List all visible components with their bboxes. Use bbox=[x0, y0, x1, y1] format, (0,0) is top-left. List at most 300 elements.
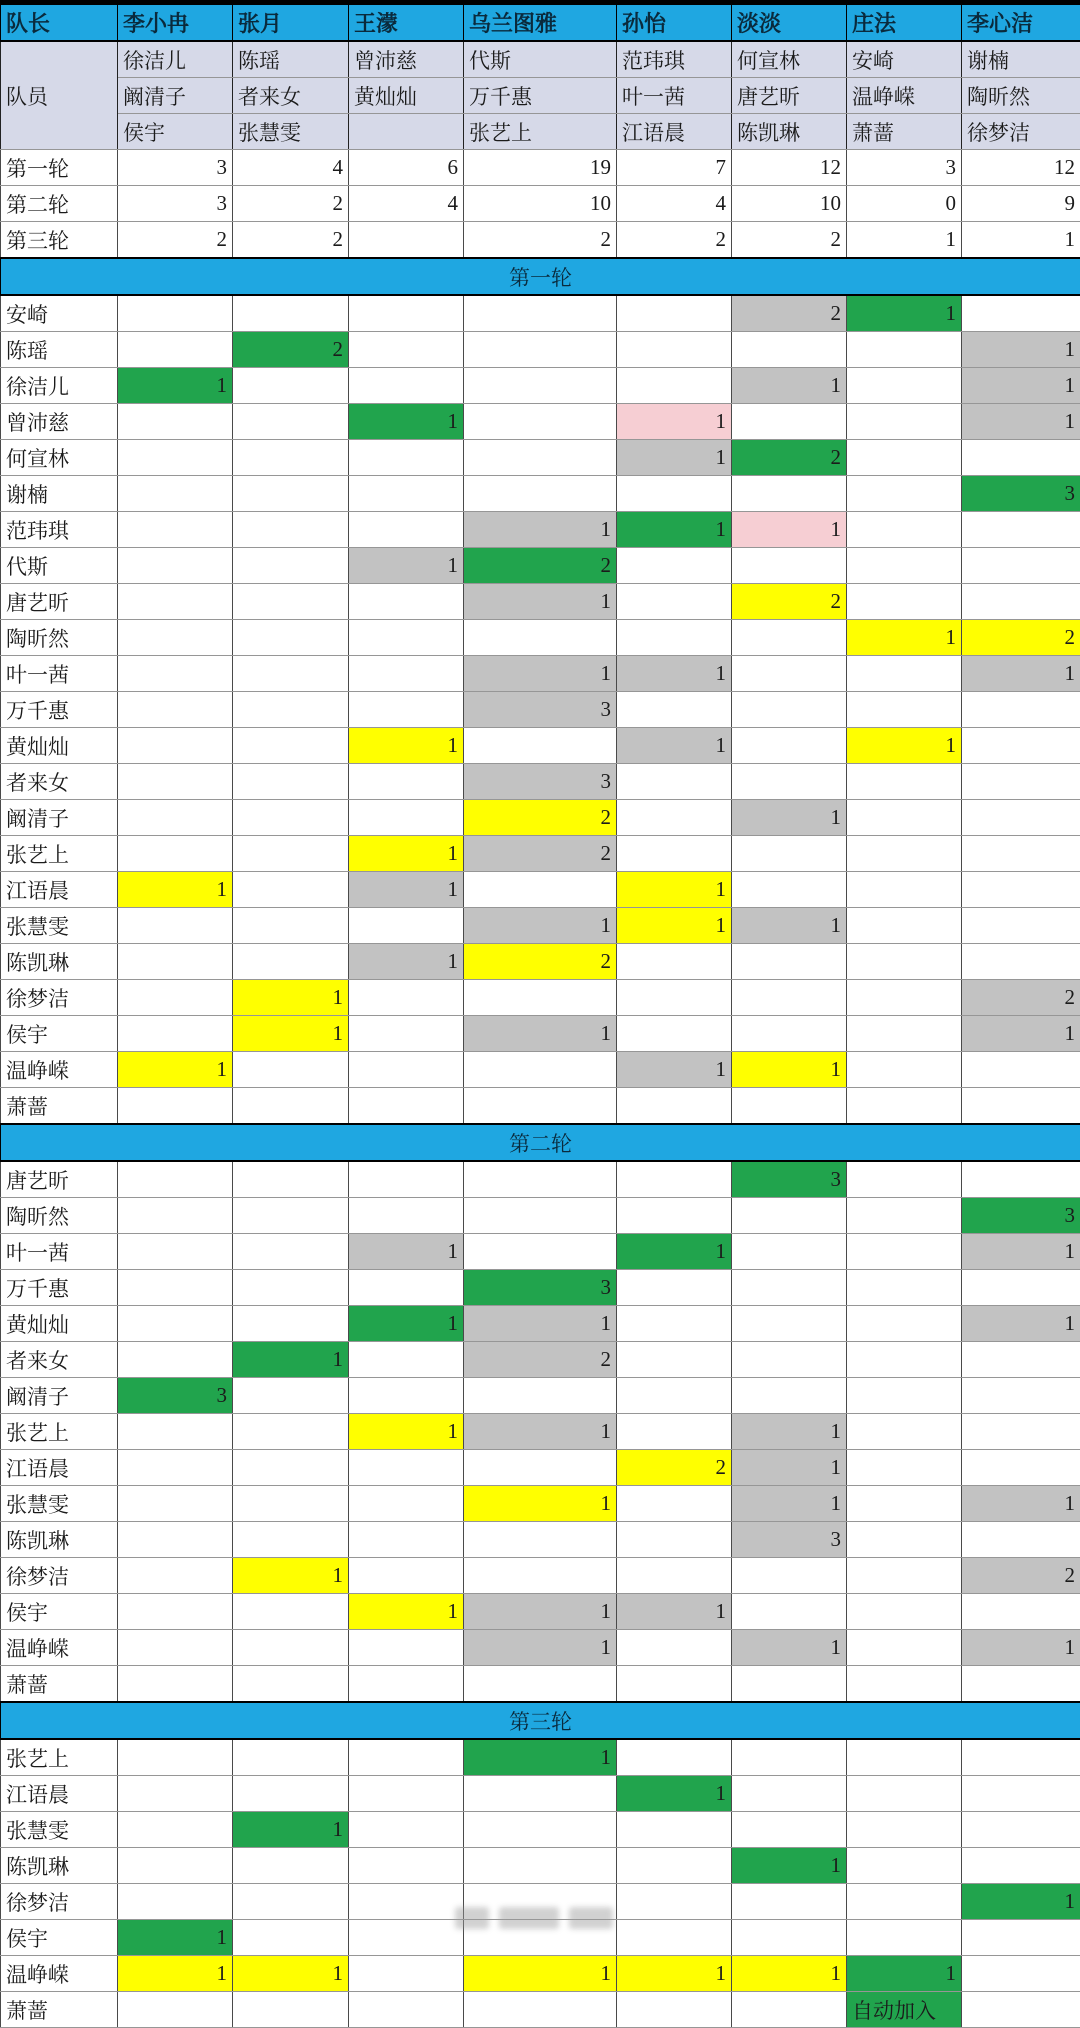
vote-cell-empty bbox=[233, 440, 349, 476]
vote-cell-empty bbox=[962, 728, 1080, 764]
vote-row bbox=[1, 476, 1080, 512]
member-cell: 张慧雯 bbox=[233, 114, 349, 150]
vote-row bbox=[1, 728, 1080, 764]
row-name-cell: 唐艺昕 bbox=[1, 1161, 118, 1198]
vote-row bbox=[1, 332, 1080, 368]
vote-cell-empty bbox=[732, 1198, 847, 1234]
vote-cell-empty bbox=[732, 1558, 847, 1594]
row-name-cell: 叶一茜 bbox=[1, 656, 118, 692]
vote-cell-empty bbox=[118, 1450, 233, 1486]
vote-cell-empty bbox=[732, 980, 847, 1016]
vote-row bbox=[1, 1594, 1080, 1630]
vote-cell-empty bbox=[464, 1522, 617, 1558]
vote-cell-empty bbox=[962, 1956, 1080, 1992]
vote-cell-empty bbox=[118, 548, 233, 584]
vote-cell: 3 bbox=[732, 1522, 847, 1558]
vote-row bbox=[1, 1198, 1080, 1234]
vote-cell-empty bbox=[349, 512, 464, 548]
vote-cell: 1 bbox=[349, 404, 464, 440]
row-name-cell: 叶一茜 bbox=[1, 1234, 118, 1270]
vote-cell-empty bbox=[464, 1920, 617, 1956]
vote-cell-empty bbox=[962, 1920, 1080, 1956]
vote-cell-empty bbox=[118, 1884, 233, 1920]
vote-cell: 1 bbox=[233, 1558, 349, 1594]
vote-cell-empty bbox=[847, 1522, 962, 1558]
vote-cell: 3 bbox=[464, 764, 617, 800]
vote-row bbox=[1, 1306, 1080, 1342]
vote-cell-empty bbox=[118, 656, 233, 692]
vote-cell: 3 bbox=[464, 1270, 617, 1306]
vote-cell-empty bbox=[349, 1378, 464, 1414]
vote-cell-empty bbox=[349, 1161, 464, 1198]
total-value-cell: 2 bbox=[464, 222, 617, 259]
vote-cell-empty bbox=[464, 1198, 617, 1234]
vote-cell-empty bbox=[349, 1198, 464, 1234]
row-name-cell: 江语晨 bbox=[1, 1776, 118, 1812]
vote-cell-empty bbox=[617, 1414, 732, 1450]
vote-cell: 1 bbox=[617, 1052, 732, 1088]
vote-row bbox=[1, 1378, 1080, 1414]
vote-cell-empty bbox=[464, 872, 617, 908]
member-cell: 徐洁儿 bbox=[118, 41, 233, 78]
vote-cell-empty bbox=[464, 1992, 617, 2028]
vote-cell-empty bbox=[617, 1848, 732, 1884]
vote-cell-empty bbox=[464, 980, 617, 1016]
member-cell: 温峥嵘 bbox=[847, 78, 962, 114]
vote-row bbox=[1, 1486, 1080, 1522]
vote-row bbox=[1, 764, 1080, 800]
member-row bbox=[1, 114, 1080, 150]
vote-cell: 1 bbox=[732, 1486, 847, 1522]
vote-cell-empty bbox=[732, 1666, 847, 1703]
vote-cell-empty bbox=[233, 728, 349, 764]
vote-cell-empty bbox=[732, 1884, 847, 1920]
vote-cell-empty bbox=[847, 1016, 962, 1052]
vote-cell: 3 bbox=[464, 692, 617, 728]
vote-cell-empty bbox=[962, 872, 1080, 908]
vote-cell-empty bbox=[962, 908, 1080, 944]
vote-cell-empty bbox=[962, 944, 1080, 980]
vote-cell: 2 bbox=[464, 836, 617, 872]
totals-row bbox=[1, 150, 1080, 186]
row-name-cell: 徐梦洁 bbox=[1, 1558, 118, 1594]
vote-cell-empty bbox=[732, 1812, 847, 1848]
vote-cell-empty bbox=[233, 1088, 349, 1125]
row-name-cell: 张艺上 bbox=[1, 1739, 118, 1776]
vote-cell: 1 bbox=[349, 1594, 464, 1630]
vote-row bbox=[1, 584, 1080, 620]
vote-cell-empty bbox=[962, 1414, 1080, 1450]
captain-cell: 庄法 bbox=[847, 3, 962, 42]
vote-cell: 1 bbox=[962, 332, 1080, 368]
vote-cell: 3 bbox=[732, 1161, 847, 1198]
vote-cell-empty bbox=[118, 836, 233, 872]
vote-cell-empty bbox=[847, 1920, 962, 1956]
row-name-cell: 曾沛慈 bbox=[1, 404, 118, 440]
vote-cell-empty bbox=[233, 1414, 349, 1450]
vote-cell-empty bbox=[118, 1594, 233, 1630]
row-name-cell: 阚清子 bbox=[1, 800, 118, 836]
row-name-cell: 万千惠 bbox=[1, 1270, 118, 1306]
vote-cell-empty bbox=[349, 908, 464, 944]
vote-cell-empty bbox=[118, 476, 233, 512]
vote-cell-empty bbox=[233, 692, 349, 728]
row-name-cell: 张艺上 bbox=[1, 1414, 118, 1450]
section-title: 第二轮 bbox=[1, 1124, 1080, 1161]
section-title: 第一轮 bbox=[1, 258, 1080, 295]
vote-cell: 1 bbox=[118, 1920, 233, 1956]
vote-cell-empty bbox=[732, 1739, 847, 1776]
vote-cell: 1 bbox=[464, 1594, 617, 1630]
vote-cell-empty bbox=[847, 1739, 962, 1776]
vote-cell-empty bbox=[118, 980, 233, 1016]
vote-cell-empty bbox=[233, 872, 349, 908]
vote-cell-empty bbox=[617, 548, 732, 584]
vote-cell: 2 bbox=[233, 332, 349, 368]
vote-cell-empty bbox=[233, 584, 349, 620]
vote-cell: 1 bbox=[464, 1956, 617, 1992]
vote-cell-empty bbox=[617, 1270, 732, 1306]
vote-row bbox=[1, 512, 1080, 548]
vote-cell: 1 bbox=[349, 548, 464, 584]
vote-cell-empty bbox=[349, 1342, 464, 1378]
vote-row bbox=[1, 1848, 1080, 1884]
vote-cell: 1 bbox=[118, 872, 233, 908]
vote-cell: 1 bbox=[464, 1630, 617, 1666]
vote-cell-empty bbox=[962, 295, 1080, 332]
member-cell: 江语晨 bbox=[617, 114, 732, 150]
vote-row bbox=[1, 1558, 1080, 1594]
vote-cell-empty bbox=[349, 1522, 464, 1558]
total-value-cell: 2 bbox=[233, 186, 349, 222]
total-value-cell: 4 bbox=[349, 186, 464, 222]
vote-cell: 1 bbox=[847, 620, 962, 656]
member-cell: 安崎 bbox=[847, 41, 962, 78]
vote-row bbox=[1, 1016, 1080, 1052]
row-name-cell: 何宣林 bbox=[1, 440, 118, 476]
member-cell bbox=[349, 114, 464, 150]
vote-cell-empty bbox=[617, 368, 732, 404]
vote-cell-empty bbox=[617, 692, 732, 728]
vote-cell-empty bbox=[349, 1992, 464, 2028]
vote-cell-empty bbox=[118, 1848, 233, 1884]
vote-cell-empty bbox=[732, 1378, 847, 1414]
vote-cell-empty bbox=[732, 944, 847, 980]
vote-cell-empty bbox=[962, 440, 1080, 476]
vote-cell: 1 bbox=[962, 656, 1080, 692]
vote-cell-empty bbox=[847, 1052, 962, 1088]
vote-cell-empty bbox=[349, 1016, 464, 1052]
row-name-cell: 陈凯琳 bbox=[1, 1848, 118, 1884]
vote-cell-empty bbox=[233, 1270, 349, 1306]
row-name-cell: 陈凯琳 bbox=[1, 1522, 118, 1558]
vote-cell-empty bbox=[464, 1052, 617, 1088]
vote-cell: 1 bbox=[962, 1630, 1080, 1666]
vote-row bbox=[1, 1630, 1080, 1666]
vote-cell-empty bbox=[847, 656, 962, 692]
vote-cell-empty bbox=[732, 1088, 847, 1125]
vote-cell-empty bbox=[847, 1486, 962, 1522]
vote-cell-empty bbox=[847, 368, 962, 404]
vote-cell: 1 bbox=[464, 584, 617, 620]
vote-cell-empty bbox=[118, 620, 233, 656]
vote-cell-empty bbox=[847, 1161, 962, 1198]
vote-cell: 1 bbox=[118, 368, 233, 404]
vote-cell: 1 bbox=[962, 1016, 1080, 1052]
vote-cell: 1 bbox=[617, 1956, 732, 1992]
vote-cell-empty bbox=[464, 1666, 617, 1703]
vote-cell-empty bbox=[349, 980, 464, 1016]
member-cell: 陶昕然 bbox=[962, 78, 1080, 114]
vote-cell: 1 bbox=[847, 728, 962, 764]
total-value-cell: 1 bbox=[847, 222, 962, 259]
total-value-cell: 3 bbox=[847, 150, 962, 186]
total-value-cell: 3 bbox=[118, 150, 233, 186]
vote-cell-empty bbox=[118, 1198, 233, 1234]
vote-cell: 1 bbox=[617, 728, 732, 764]
vote-cell: 1 bbox=[617, 404, 732, 440]
member-row bbox=[1, 78, 1080, 114]
vote-cell: 1 bbox=[349, 1306, 464, 1342]
total-value-cell: 4 bbox=[617, 186, 732, 222]
vote-cell-empty bbox=[847, 1776, 962, 1812]
vote-cell-empty bbox=[233, 404, 349, 440]
row-name-cell: 陶昕然 bbox=[1, 620, 118, 656]
vote-cell-empty bbox=[118, 944, 233, 980]
section-band-row bbox=[1, 1124, 1080, 1161]
row-name-cell: 徐洁儿 bbox=[1, 368, 118, 404]
vote-cell-empty bbox=[233, 1486, 349, 1522]
row-name-cell: 范玮琪 bbox=[1, 512, 118, 548]
vote-cell: 1 bbox=[962, 1306, 1080, 1342]
vote-cell-empty bbox=[617, 1161, 732, 1198]
vote-cell-empty bbox=[962, 1594, 1080, 1630]
member-cell: 侯宇 bbox=[118, 114, 233, 150]
total-value-cell: 10 bbox=[732, 186, 847, 222]
vote-row bbox=[1, 656, 1080, 692]
total-value-cell: 19 bbox=[464, 150, 617, 186]
vote-cell-empty bbox=[233, 476, 349, 512]
vote-cell-empty bbox=[233, 1666, 349, 1703]
vote-cell-empty bbox=[118, 1992, 233, 2028]
vote-cell-empty bbox=[962, 1992, 1080, 2028]
vote-cell: 2 bbox=[962, 620, 1080, 656]
vote-cell-empty bbox=[349, 584, 464, 620]
vote-cell-empty bbox=[847, 1594, 962, 1630]
vote-cell-empty bbox=[617, 836, 732, 872]
vote-cell-empty bbox=[464, 1378, 617, 1414]
vote-cell: 3 bbox=[118, 1378, 233, 1414]
vote-cell-empty bbox=[617, 1558, 732, 1594]
vote-cell-empty bbox=[118, 1016, 233, 1052]
vote-cell-empty bbox=[464, 728, 617, 764]
vote-cell: 1 bbox=[349, 944, 464, 980]
vote-cell: 1 bbox=[732, 800, 847, 836]
row-name-cell: 侯宇 bbox=[1, 1594, 118, 1630]
section-band-row bbox=[1, 258, 1080, 295]
vote-cell-empty bbox=[962, 1848, 1080, 1884]
vote-cell-empty bbox=[962, 1161, 1080, 1198]
vote-cell-empty bbox=[617, 1306, 732, 1342]
vote-cell: 1 bbox=[233, 1016, 349, 1052]
vote-cell-empty bbox=[118, 800, 233, 836]
row-name-cell: 黄灿灿 bbox=[1, 728, 118, 764]
vote-cell-empty bbox=[732, 404, 847, 440]
vote-cell-empty bbox=[118, 728, 233, 764]
vote-cell-empty bbox=[464, 295, 617, 332]
vote-cell-empty bbox=[349, 656, 464, 692]
member-cell: 者来女 bbox=[233, 78, 349, 114]
vote-cell-empty bbox=[847, 440, 962, 476]
vote-cell-empty bbox=[732, 1016, 847, 1052]
vote-row bbox=[1, 1414, 1080, 1450]
vote-cell-empty bbox=[617, 1812, 732, 1848]
member-cell: 何宣林 bbox=[732, 41, 847, 78]
vote-cell-empty bbox=[233, 1630, 349, 1666]
total-value-cell: 12 bbox=[962, 150, 1080, 186]
row-name-cell: 温峥嵘 bbox=[1, 1052, 118, 1088]
row-name-cell: 徐梦洁 bbox=[1, 1884, 118, 1920]
vote-row bbox=[1, 1666, 1080, 1703]
vote-cell-empty bbox=[962, 1776, 1080, 1812]
vote-cell: 1 bbox=[617, 908, 732, 944]
vote-cell-empty bbox=[962, 1812, 1080, 1848]
vote-cell-empty bbox=[349, 1486, 464, 1522]
vote-cell-empty bbox=[617, 1342, 732, 1378]
vote-cell-empty bbox=[233, 1920, 349, 1956]
vote-cell-empty bbox=[847, 1306, 962, 1342]
vote-cell-empty bbox=[233, 836, 349, 872]
vote-cell-empty bbox=[847, 1666, 962, 1703]
vote-row bbox=[1, 1450, 1080, 1486]
vote-cell-empty bbox=[233, 764, 349, 800]
vote-cell: 1 bbox=[118, 1052, 233, 1088]
vote-cell-empty bbox=[617, 1739, 732, 1776]
member-cell: 叶一茜 bbox=[617, 78, 732, 114]
vote-cell-empty bbox=[617, 944, 732, 980]
vote-cell-empty bbox=[617, 1522, 732, 1558]
vote-cell-empty bbox=[617, 1884, 732, 1920]
vote-cell-empty bbox=[233, 800, 349, 836]
vote-row bbox=[1, 1739, 1080, 1776]
vote-cell-empty bbox=[847, 1378, 962, 1414]
total-value-cell: 1 bbox=[962, 222, 1080, 259]
vote-cell-empty bbox=[118, 440, 233, 476]
vote-cell-empty bbox=[962, 1378, 1080, 1414]
row-name-cell: 江语晨 bbox=[1, 872, 118, 908]
vote-cell-empty bbox=[847, 836, 962, 872]
vote-cell-empty bbox=[732, 692, 847, 728]
vote-cell-empty bbox=[118, 1522, 233, 1558]
vote-cell-empty bbox=[118, 295, 233, 332]
section-title: 第三轮 bbox=[1, 1702, 1080, 1739]
vote-cell-empty bbox=[847, 1812, 962, 1848]
vote-cell-empty bbox=[349, 1776, 464, 1812]
captain-cell: 张月 bbox=[233, 3, 349, 42]
vote-cell: 1 bbox=[732, 1450, 847, 1486]
vote-cell-empty bbox=[617, 1992, 732, 2028]
vote-cell-empty bbox=[233, 1739, 349, 1776]
vote-cell-empty bbox=[732, 620, 847, 656]
vote-cell-empty bbox=[233, 548, 349, 584]
vote-cell-empty bbox=[349, 1558, 464, 1594]
vote-cell: 自动加入 bbox=[847, 1992, 962, 2028]
vote-cell-empty bbox=[962, 692, 1080, 728]
vote-cell-empty bbox=[732, 548, 847, 584]
vote-cell-empty bbox=[732, 656, 847, 692]
vote-cell-empty bbox=[349, 1739, 464, 1776]
row-name-cell: 陈凯琳 bbox=[1, 944, 118, 980]
vote-cell: 1 bbox=[617, 872, 732, 908]
vote-cell-empty bbox=[962, 1666, 1080, 1703]
row-name-cell: 侯宇 bbox=[1, 1920, 118, 1956]
row-name-cell: 温峥嵘 bbox=[1, 1630, 118, 1666]
row-name-cell: 张慧雯 bbox=[1, 1486, 118, 1522]
vote-cell-empty bbox=[118, 1739, 233, 1776]
vote-cell: 3 bbox=[962, 476, 1080, 512]
vote-row bbox=[1, 1342, 1080, 1378]
vote-row bbox=[1, 908, 1080, 944]
row-name-cell: 徐梦洁 bbox=[1, 980, 118, 1016]
vote-row bbox=[1, 1088, 1080, 1125]
vote-cell-empty bbox=[233, 1161, 349, 1198]
vote-cell-empty bbox=[962, 1052, 1080, 1088]
vote-row bbox=[1, 1161, 1080, 1198]
vote-cell-empty bbox=[118, 692, 233, 728]
vote-cell-empty bbox=[349, 692, 464, 728]
vote-cell-empty bbox=[118, 332, 233, 368]
vote-cell-empty bbox=[847, 944, 962, 980]
row-name-cell: 代斯 bbox=[1, 548, 118, 584]
vote-cell: 1 bbox=[617, 440, 732, 476]
total-value-cell: 2 bbox=[118, 222, 233, 259]
vote-row bbox=[1, 548, 1080, 584]
captain-cell: 乌兰图雅 bbox=[464, 3, 617, 42]
vote-cell-empty bbox=[847, 872, 962, 908]
vote-cell-empty bbox=[732, 728, 847, 764]
vote-row bbox=[1, 295, 1080, 332]
vote-cell-empty bbox=[118, 1666, 233, 1703]
row-name-cell: 者来女 bbox=[1, 1342, 118, 1378]
row-name-cell: 黄灿灿 bbox=[1, 1306, 118, 1342]
vote-row bbox=[1, 440, 1080, 476]
vote-row bbox=[1, 836, 1080, 872]
vote-cell-empty bbox=[847, 476, 962, 512]
vote-cell-empty bbox=[349, 764, 464, 800]
vote-cell-empty bbox=[118, 1812, 233, 1848]
vote-cell: 1 bbox=[732, 368, 847, 404]
vote-cell-empty bbox=[233, 368, 349, 404]
vote-cell-empty bbox=[847, 548, 962, 584]
vote-cell: 2 bbox=[732, 440, 847, 476]
vote-cell: 1 bbox=[464, 1739, 617, 1776]
vote-cell: 1 bbox=[732, 1052, 847, 1088]
vote-cell: 1 bbox=[617, 1234, 732, 1270]
vote-row bbox=[1, 620, 1080, 656]
row-name-cell: 侯宇 bbox=[1, 1016, 118, 1052]
vote-cell-empty bbox=[464, 404, 617, 440]
vote-cell-empty bbox=[847, 512, 962, 548]
vote-row bbox=[1, 1234, 1080, 1270]
vote-cell-empty bbox=[847, 1234, 962, 1270]
vote-cell-empty bbox=[464, 1558, 617, 1594]
total-value-cell: 0 bbox=[847, 186, 962, 222]
vote-cell-empty bbox=[349, 1848, 464, 1884]
vote-cell-empty bbox=[118, 1234, 233, 1270]
total-value-cell bbox=[349, 222, 464, 259]
vote-cell: 2 bbox=[464, 800, 617, 836]
vote-cell-empty bbox=[962, 1450, 1080, 1486]
